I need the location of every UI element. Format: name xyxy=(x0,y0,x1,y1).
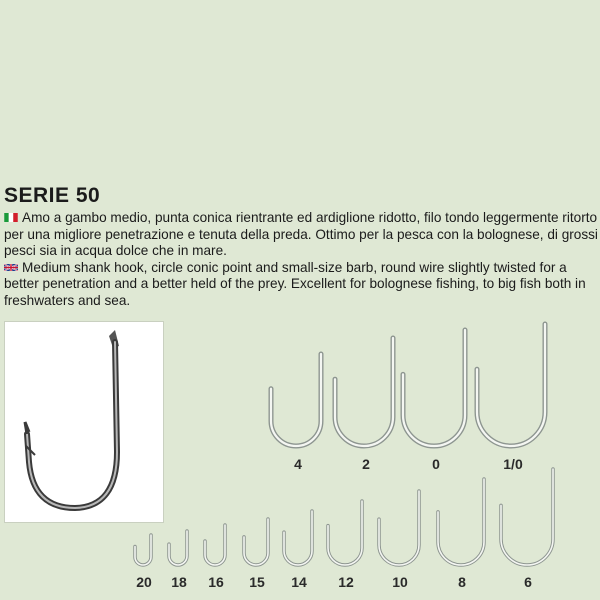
hook-size-6 xyxy=(501,469,553,565)
size-label-4: 4 xyxy=(294,456,302,472)
hook-size-20 xyxy=(135,535,151,565)
size-label-20: 20 xyxy=(136,574,152,590)
size-label-0: 0 xyxy=(432,456,440,472)
hook-size-4 xyxy=(271,354,321,446)
size-label-14: 14 xyxy=(291,574,307,590)
size-label-12: 12 xyxy=(338,574,354,590)
hook-size-14 xyxy=(284,511,312,565)
description-english-text: Medium shank hook, circle conic point and small-size barb, round wire slightly twisted for a better penetration and a better held of the prey. Excellent for bolognese fishing, to big fish both in freshwaters and sea. xyxy=(4,259,586,308)
size-label-15: 15 xyxy=(249,574,265,590)
hook-size-10 xyxy=(379,491,419,565)
size-label-1-0: 1/0 xyxy=(503,456,523,472)
size-label-10: 10 xyxy=(392,574,408,590)
hook-size-2 xyxy=(335,338,393,446)
hook-size-18 xyxy=(169,531,187,565)
size-label-6: 6 xyxy=(524,574,532,590)
description-italian-text: Amo a gambo medio, punta conica rientrante ed ardiglione ridotto, filo tondo leggermente ritorto per una migliore penetrazione e tenuta della preda. Ottimo per la pesca con la bolognese, di grossi pesci sia in acqua dolce che in mare. xyxy=(4,210,598,258)
hook-size-0 xyxy=(403,330,465,446)
hook-size-16 xyxy=(205,525,225,565)
hook-size-8 xyxy=(438,479,484,565)
hook-size-1-0 xyxy=(477,324,545,446)
hook-size-12 xyxy=(328,501,362,565)
hook-size-15 xyxy=(244,519,268,565)
size-label-2: 2 xyxy=(362,456,370,472)
size-label-18: 18 xyxy=(171,574,187,590)
series-title: SERIE 50 xyxy=(4,184,101,207)
size-label-8: 8 xyxy=(458,574,466,590)
size-label-16: 16 xyxy=(208,574,224,590)
